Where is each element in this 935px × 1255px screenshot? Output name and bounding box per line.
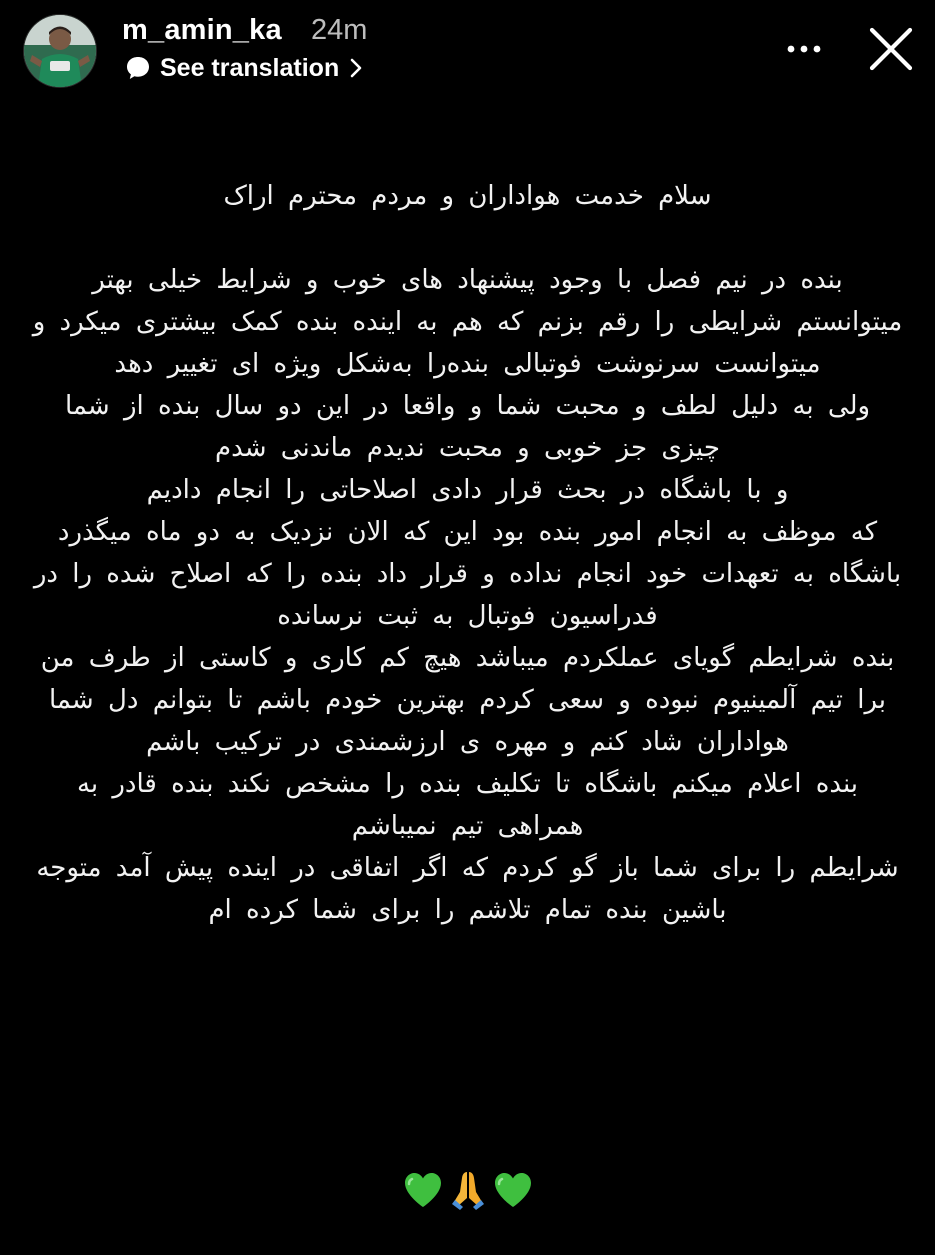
message-paragraph: که موظف به انجام امور بنده بود این که الان نزدیک به دو ماه میگذرد باشگاه به تعهدات خود انجام نداده و قرار داد بنده را که اصلاح شده را در فدراسیون فوتبال به ثبت نرسانده xyxy=(33,517,902,631)
green-heart-icon xyxy=(402,1170,444,1210)
more-options-icon xyxy=(782,30,826,66)
translate-bubble-icon xyxy=(124,54,152,82)
story-header xyxy=(0,0,935,100)
message-paragraph: و با باشگاه در بحث قرار دادی اصلاحاتی را انجام دادیم xyxy=(146,475,789,505)
message-paragraph: بنده اعلام میکنم باشگاه تا تکلیف بنده را مشخص نکند بنده قادر به همراهی تیم نمیباشم xyxy=(76,769,859,841)
message-paragraph: بنده در نیم فصل با وجود پیشنهاد های خوب و شرایط خیلی بهتر xyxy=(92,265,843,295)
message-paragraph: میتوانستم شرایطی را رقم بزنم که هم به اینده بنده کمک بیشتری میکرد و میتوانست سرنوشت فوتبالی بندەرا بەشکل ویژه ای تغییر دهد xyxy=(32,307,903,379)
green-heart-icon xyxy=(492,1170,534,1210)
avatar[interactable] xyxy=(23,14,97,88)
story-message xyxy=(30,175,905,931)
avatar-image xyxy=(24,15,96,87)
folded-hands-icon xyxy=(448,1168,488,1212)
close-icon xyxy=(866,24,916,74)
username[interactable]: m_amin_ka xyxy=(122,14,282,46)
more-options-button[interactable] xyxy=(782,30,826,66)
emoji-row xyxy=(0,1168,935,1212)
close-button[interactable] xyxy=(866,24,916,74)
see-translation-button[interactable] xyxy=(124,52,363,84)
message-paragraph: بنده شرایطم گویای عملکردم میباشد هیچ کم کاری و کاستی از طرف من برا تیم آلمینیوم نبوده و سعی کردم بهترین خودم باشم تا بتوانم دل شما هواداران شاد کنم و مهره ی ارزشمندی در ترکیب باشم xyxy=(40,643,895,757)
see-translation-label: See translation xyxy=(160,53,340,82)
chevron-right-icon xyxy=(349,57,363,79)
message-paragraph: شرایطم را برای شما باز گو کردم که اگر اتفاقی در اینده پیش آمد متوجه باشین بنده تمام تلاشم را برای شما کرده ام xyxy=(36,853,899,925)
message-greeting: سلام خدمت هواداران و مردم محترم اراک xyxy=(223,181,712,211)
post-time: 24m xyxy=(311,14,368,46)
message-paragraph: ولی به دلیل لطف و محبت شما و واقعا در این دو سال بنده از شما چیزی جز خوبی و محبت ندیدم ماندنی شدم xyxy=(64,391,871,463)
